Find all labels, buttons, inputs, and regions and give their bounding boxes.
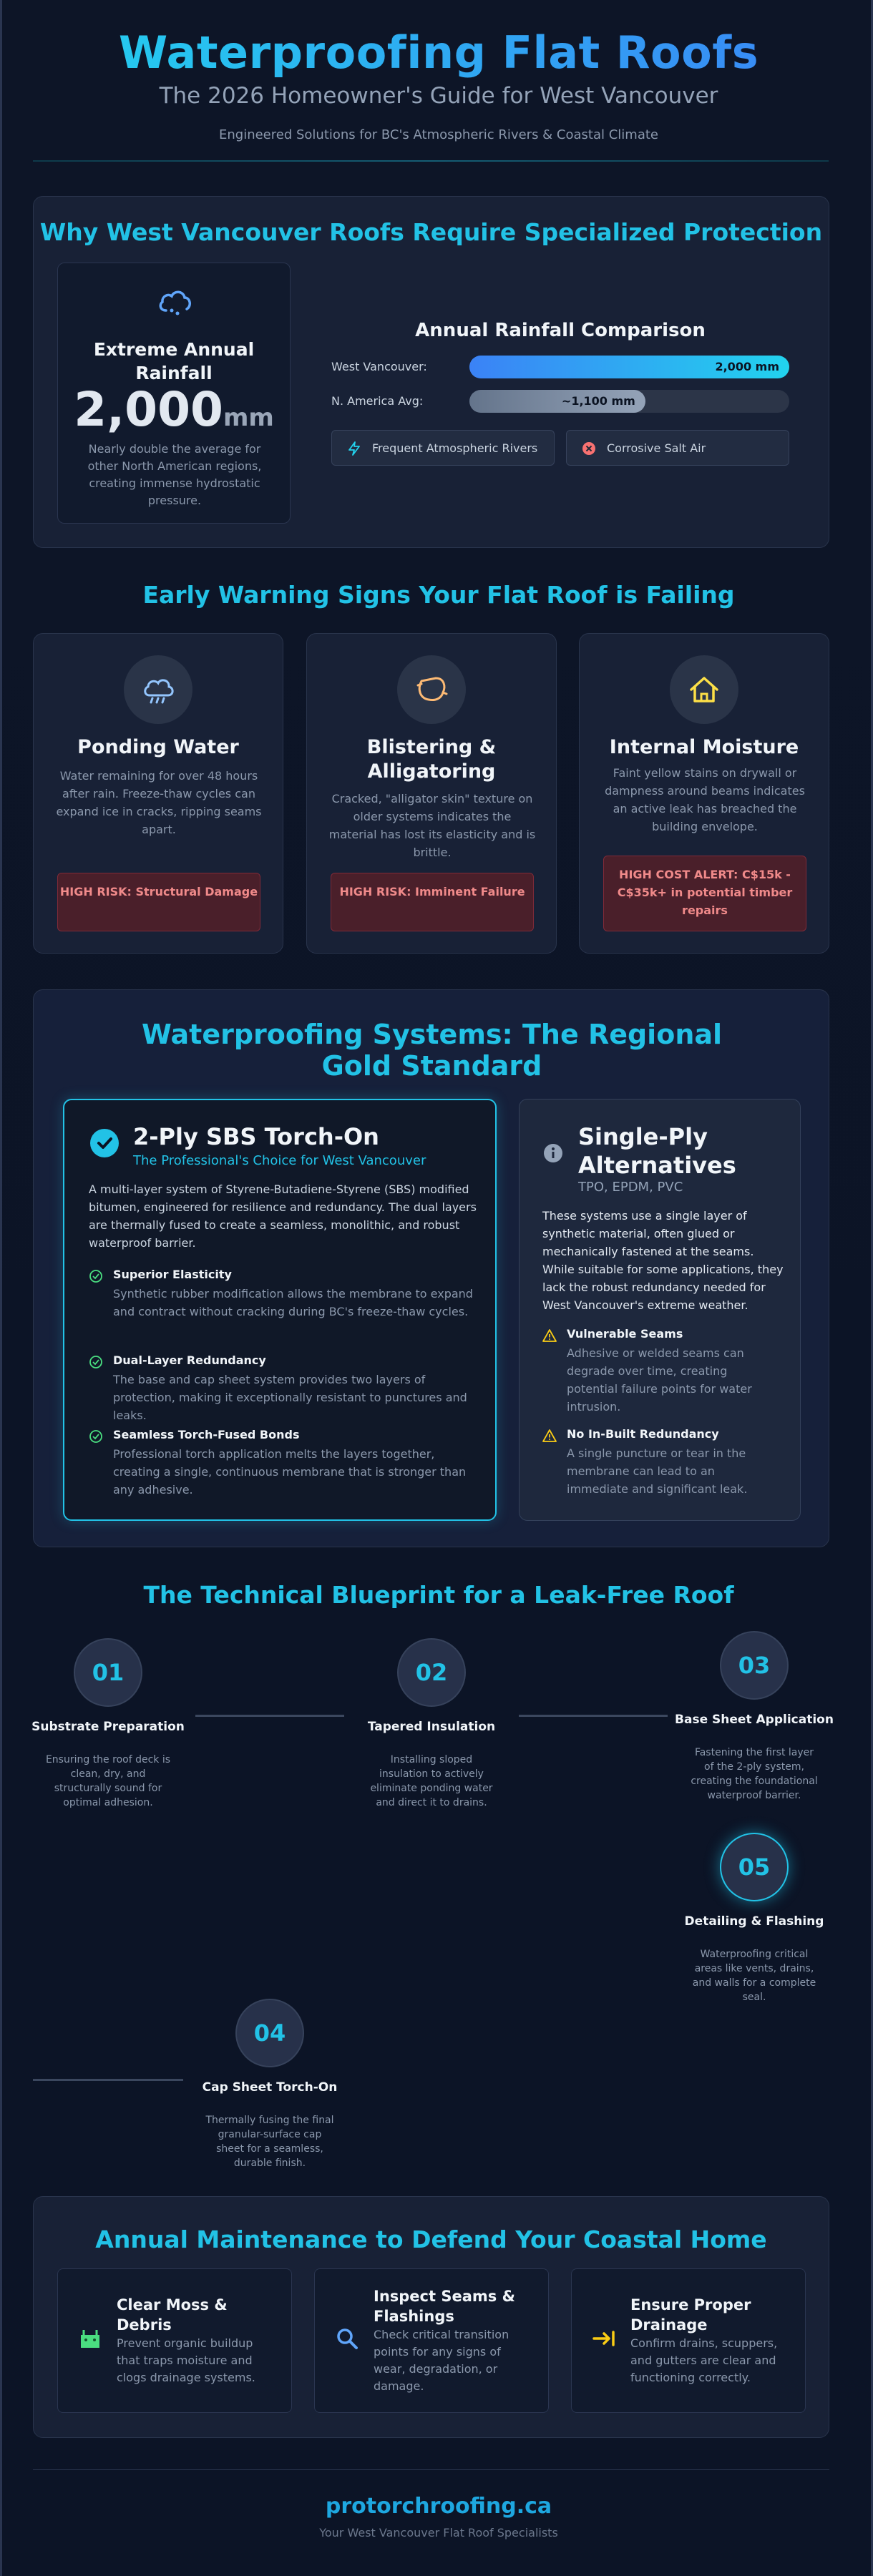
maintenance-title: Ensure Proper Drainage: [630, 2296, 751, 2333]
step-connector: [519, 1715, 668, 1717]
maintenance-text: Confirm drains, scuppers, and gutters are clear and functioning correctly.: [630, 2336, 778, 2384]
step-number: 04: [235, 1999, 304, 2067]
step-description: Ensuring the roof deck is clean, dry, and structurally sound for optimal adhesion.: [45, 1754, 171, 1808]
maintenance-title: Clear Moss & Debris: [117, 2296, 228, 2333]
page-title: Waterproofing Flat Roofs: [2, 26, 873, 80]
step-number: 01: [74, 1638, 142, 1707]
sbs-body: A multi-layer system of Styrene-Butadiene-Styrene (SBS) modified bitumen, engineered for resilience and redundancy. The dual layers are thermally fused to create a seamless, monolithic, and robust waterproof barrier.: [89, 1182, 477, 1250]
warning-triangle-icon: [542, 1429, 557, 1443]
maintenance-section: [33, 2196, 829, 2438]
warning-description: Cracked, "alligator skin" texture on older systems indicates the material has lost its elasticity and is brittle.: [328, 792, 536, 859]
check-circle-icon: [90, 1129, 119, 1157]
step-description: Fastening the first layer of the 2-ply system, creating the foundational waterproof barrier.: [691, 1747, 818, 1801]
page-subtitle: The 2026 Homeowner's Guide for West Vancouver: [159, 83, 718, 109]
step-title: Tapered Insulation: [367, 1720, 496, 1734]
check-icon: [89, 1429, 103, 1444]
step-title: Detailing & Flashing: [684, 1914, 824, 1929]
chip-salt-air: Corrosive Salt Air: [566, 430, 789, 466]
sbs-subtitle: The Professional's Choice for West Vancouver: [133, 1153, 426, 1168]
step-number: 03: [720, 1631, 789, 1700]
check-icon: [89, 1269, 103, 1283]
maintenance-text: Check critical transition points for any signs of wear, degradation, or damage.: [374, 2328, 509, 2393]
lightning-icon: [346, 441, 362, 456]
arrow-right-to-bar-icon: [592, 2326, 616, 2351]
maintenance-text: Prevent organic buildup that traps moisture and clogs drainage systems.: [117, 2336, 255, 2384]
warning-card-ponding: [33, 633, 283, 954]
stat-value: 2,000mm: [74, 382, 274, 437]
step-description: Installing sloped insulation to actively eliminate ponding water and direct it to drains.: [370, 1754, 493, 1808]
maintenance-card-drainage: [571, 2268, 806, 2413]
warning-card-moisture: [579, 633, 829, 954]
maintenance-title: Annual Maintenance to Defend Your Coastal Home: [95, 2225, 767, 2253]
warning-title: Blistering & Alligatoring: [366, 736, 497, 783]
warning-triangle-icon: [542, 1328, 557, 1343]
warning-description: Faint yellow stains on drywall or dampness around beams indicates an active leak has breached the building envelope.: [605, 766, 805, 833]
rainfall-bar-west-vancouver: 2,000 mm: [469, 356, 789, 378]
risk-badge: HIGH RISK: Imminent Failure: [331, 873, 534, 931]
protection-title: Why West Vancouver Roofs Require Specialized Protection: [39, 218, 823, 246]
systems-title: Waterproofing Systems: The Regional Gold Standard: [141, 1019, 723, 1082]
footer-divider: [33, 2469, 829, 2470]
blister-icon: [414, 672, 449, 707]
rainfall-row-north-america: N. America Avg: ~1,100 mm: [331, 390, 789, 413]
maintenance-title: Inspect Seams & Flashings: [374, 2288, 515, 2325]
single-ply-card: Single-Ply Alternatives TPO, EPDM, PVC These systems use a single layer of synthetic material, often glued or mechanically fastened at the seams. While suitable for some applications, they lack the robust redundancy needed for West Vancouver's extreme weather. Vulnerable Seams Adhesive or welded seams can degrade over time, creating potential failure points for water intrusion. No In-Built Redundancy A single puncture or tear in the membrane can lead to an immediate and significant leak.: [519, 1099, 801, 1521]
rainfall-row-west-vancouver: West Vancouver: 2,000 mm: [331, 356, 789, 378]
step-number: 02: [397, 1638, 466, 1707]
cloud-icon: [156, 285, 195, 319]
sbs-title: 2-Ply SBS Torch-On: [133, 1123, 379, 1150]
blueprint-title: The Technical Blueprint for a Leak-Free Roof: [143, 1581, 734, 1609]
stat-label: Extreme Annual Rainfall: [93, 339, 255, 383]
page-tagline: Engineered Solutions for BC's Atmospheric Rivers & Coastal Climate: [218, 127, 658, 142]
warning-description: Water remaining for over 48 hours after rain. Freeze-thaw cycles can expand ice in cracks, ripping seams apart.: [56, 769, 262, 836]
single-ply-body: These systems use a single layer of synthetic material, often glued or mechanically fastened at the seams. While suitable for some applications, they lack the robust redundancy needed for West Vancouver's extreme weather.: [542, 1209, 784, 1312]
step-description: Thermally fusing the final granular-surface cap sheet for a seamless, durable finish.: [205, 2115, 334, 2169]
x-circle-icon: [581, 441, 597, 456]
risk-badge: HIGH RISK: Structural Damage: [57, 873, 260, 931]
warning-title: Internal Moisture: [609, 736, 799, 758]
maintenance-card-seams: [314, 2268, 549, 2413]
footer-url[interactable]: protorchroofing.ca: [325, 2494, 552, 2519]
maintenance-card-moss: [57, 2268, 292, 2413]
rainfall-comparison-title: Annual Rainfall Comparison: [415, 320, 706, 341]
protection-section: [33, 196, 829, 548]
cost-alert-badge: HIGH COST ALERT: C$15k - C$35k+ in potential timber repairs: [603, 856, 806, 931]
header-divider: [33, 160, 829, 162]
sbs-card: 2-Ply SBS Torch-On The Professional's Choice for West Vancouver A multi-layer system of Styrene-Butadiene-Styrene (SBS) modified bitumen, engineered for resilience and redundancy. The dual layers are thermally fused to create a seamless, monolithic, and robust waterproof barrier. Superior Elasticity Synthetic rubber modification allows the membrane to expand and contract without cracking during BC's freeze-thaw cycles. Dual-Layer Redundancy The base and cap sheet system provides two layers of protection, making it exceptionally resistant to punctures and leaks. Seamless Torch-Fused Bonds Professional torch application melts the layers together, creating a single, continuous membrane that is stronger than any adhesive.: [63, 1099, 497, 1521]
footer-slogan: Your West Vancouver Flat Roof Specialists: [319, 2526, 558, 2540]
warning-card-blistering: [306, 633, 557, 954]
info-icon: [542, 1142, 564, 1164]
rainfall-bar-north-america: ~1,100 mm: [469, 390, 645, 413]
magnifier-icon: [335, 2326, 359, 2351]
step-description: Waterproofing critical areas like vents, drains, and walls for a complete seal.: [692, 1949, 816, 2003]
house-icon: [687, 672, 721, 707]
broom-icon: [78, 2326, 102, 2351]
warnings-title: Early Warning Signs Your Flat Roof is Failing: [142, 581, 735, 609]
step-number: 05: [720, 1833, 789, 1901]
single-ply-subtitle: TPO, EPDM, PVC: [578, 1180, 683, 1195]
chip-atmospheric-rivers: Frequent Atmospheric Rivers: [331, 430, 555, 466]
systems-section: [33, 989, 829, 1547]
step-title: Base Sheet Application: [675, 1713, 834, 1727]
step-title: Substrate Preparation: [31, 1720, 185, 1734]
footer: [2, 2494, 873, 2540]
warning-title: Ponding Water: [77, 736, 239, 758]
rainfall-stat-card: [57, 263, 291, 524]
step-connector: [33, 2079, 183, 2081]
cloud-rain-icon: [141, 672, 175, 707]
step-title: Cap Sheet Torch-On: [202, 2080, 338, 2095]
check-icon: [89, 1355, 103, 1369]
step-connector: [195, 1715, 344, 1717]
single-ply-title: Single-Ply Alternatives: [578, 1123, 736, 1179]
header: [2, 26, 873, 142]
stat-description: Nearly double the average for other North American regions, creating immense hydrostatic pressure.: [87, 442, 262, 507]
